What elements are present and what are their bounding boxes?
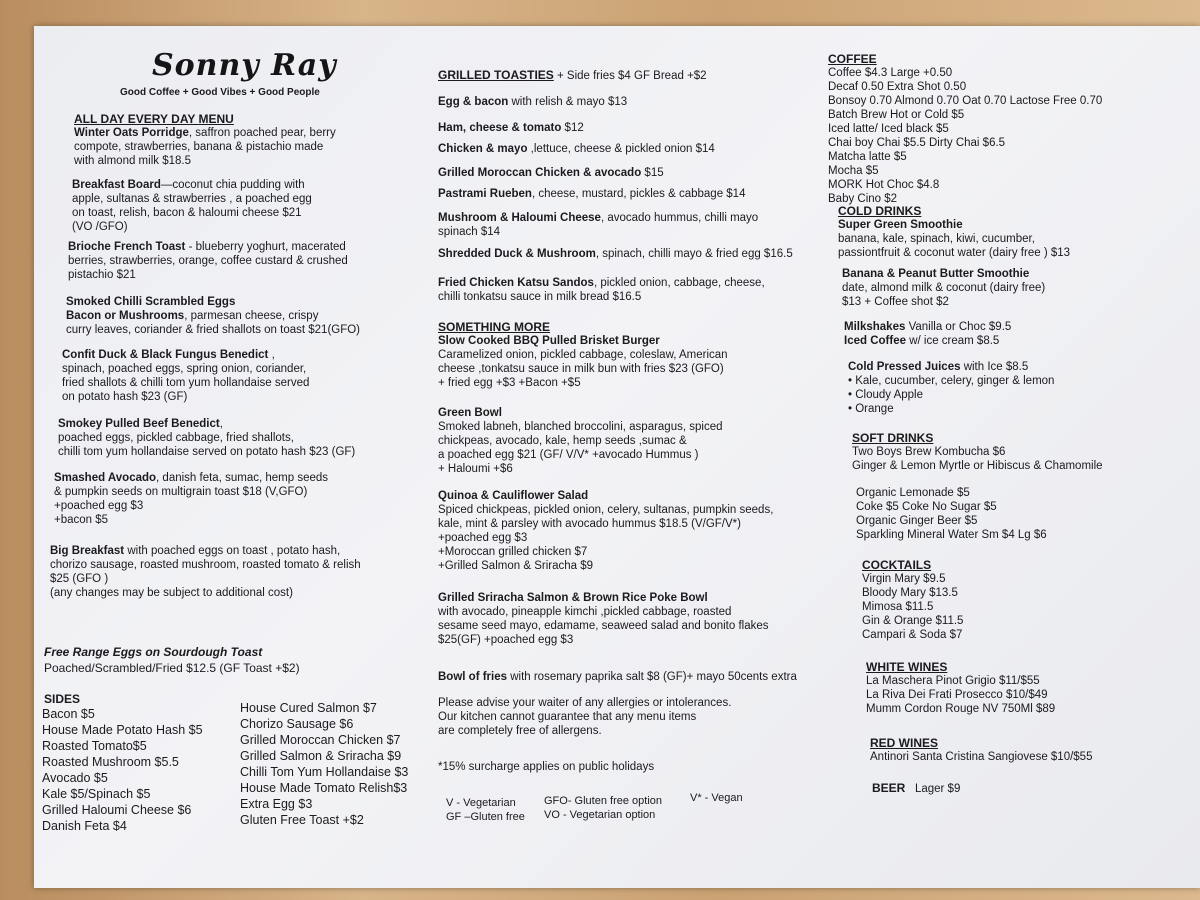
something-more-title: SOMETHING MORE: [438, 320, 551, 334]
legend-right: V* - Vegan: [690, 792, 743, 804]
main-item: Quinoa & Cauliflower Salad Spiced chickpeas, pickled onion, celery, sultanas, pumpkin seeds, kale, mint & parsley with avocado hummus $18.5 (V/GF/V*) +poached egg $3 +Moroccan grilled chicken $7 +Grilled Salmon & Sriracha $9: [438, 490, 774, 572]
menu-sheet: [34, 26, 1200, 888]
brand-logo: Sonny Ray: [152, 48, 337, 83]
toastie-item: Grilled Moroccan Chicken & avocado $15: [438, 167, 664, 179]
toastie-item: Shredded Duck & Mushroom, spinach, chilli mayo & fried egg $16.5: [438, 248, 793, 260]
beer-section: BEER Lager $9: [872, 781, 961, 795]
menu-item: Smashed Avocado, danish feta, sumac, hemp seeds & pumpkin seeds on multigrain toast $18 (V,GFO) +poached egg $3 +bacon $5: [54, 472, 329, 526]
toastie-item: Chicken & mayo ,lettuce, cheese & pickled onion $14: [438, 143, 715, 155]
toastie-item: Ham, cheese & tomato $12: [438, 122, 584, 134]
milkshake-item: Milkshakes Vanilla or Choc $9.5 Iced Coffee w/ ice cream $8.5: [844, 321, 1012, 347]
sides-title: SIDES: [44, 692, 81, 706]
menu-item: Smokey Pulled Beef Benedict, poached eggs, pickled cabbage, fried shallots, chilli tom yum hollandaise served on potato hash $23 (GF): [58, 418, 356, 458]
menu-item: Breakfast Board—coconut chia pudding with apple, sultanas & strawberries , a poached egg on toast, relish, bacon & haloumi cheese $21 (VO /GFO): [72, 179, 312, 233]
main-item: Green Bowl Smoked labneh, blanched broccolini, asparagus, spiced chickpeas, avocado, kale, hemp seeds ,sumac & a poached egg $21 (GF/ V/V* +avocado Hummus ) + Haloumi +$6: [438, 407, 723, 475]
brand-tagline: Good Coffee + Good Vibes + Good People: [120, 87, 320, 98]
menu-item: Confit Duck & Black Fungus Benedict , spinach, poached eggs, spring onion, coriander, fried shallots & chilli tom yum hollandaise served on potato hash $23 (GF): [62, 349, 310, 403]
cold-drinks-section: COLD DRINKS Super Green Smoothie banana, kale, spinach, kiwi, cucumber, passiontfruit & coconut water (dairy free ) $13: [838, 204, 1071, 259]
main-item: Grilled Sriracha Salmon & Brown Rice Poke Bowl with avocado, pineapple kimchi ,pickled cabbage, roasted sesame seed mayo, edamame, seaweed salad and bonito flakes $25(GF) +poached egg $3: [438, 592, 769, 646]
toasties-header: GRILLED TOASTIES + Side fries $4 GF Bread +$2: [438, 68, 707, 82]
sides-list-left: Bacon $5 House Made Potato Hash $5 Roasted Tomato$5 Roasted Mushroom $5.5 Avocado $5 Kale $5/Spinach $5 Grilled Haloumi Cheese $6 Danish Feta $4: [42, 707, 203, 833]
menu-item: Smoked Chilli Scrambled Eggs Bacon or Mushrooms, parmesan cheese, crispy curry leaves, coriander & fried shallots on toast $21(GFO): [66, 296, 361, 336]
juices-item: Cold Pressed Juices with Ice $8.5 • Kale, cucumber, celery, ginger & lemon • Cloudy Apple • Orange: [848, 360, 1054, 416]
toastie-item: Mushroom & Haloumi Cheese, avocado hummus, chilli mayo spinach $14: [438, 212, 759, 238]
menu-item: Winter Oats Porridge, saffron poached pear, berry compote, strawberries, banana & pistachio made with almond milk $18.5: [74, 127, 336, 167]
legend-middle: GFO- Gluten free option VO - Vegetarian option: [544, 795, 662, 821]
white-wines-section: WHITE WINES La Maschera Pinot Grigio $11/$55 La Riva Dei Frati Prosecco $10/$49 Mumm Cordon Rouge NV 750Ml $89: [866, 660, 1056, 715]
eggs-item: Free Range Eggs on Sourdough Toast Poached/Scrambled/Fried $12.5 (GF Toast +$2): [44, 645, 300, 675]
soft-drinks-section: SOFT DRINKS Two Boys Brew Kombucha $6 Ginger & Lemon Myrtle or Hibiscus & Chamomile: [852, 431, 1103, 472]
all-day-menu: [74, 112, 234, 126]
soft-drinks-list: Organic Lemonade $5 Coke $5 Coke No Sugar $5 Organic Ginger Beer $5 Sparkling Mineral Water Sm $4 Lg $6: [856, 487, 1047, 541]
cocktails-section: COCKTAILS Virgin Mary $9.5 Bloody Mary $13.5 Mimosa $11.5 Gin & Orange $11.5 Campari & Soda $7: [862, 558, 964, 641]
toastie-item: Egg & bacon with relish & mayo $13: [438, 96, 628, 108]
smoothie-item: Banana & Peanut Butter Smoothie date, almond milk & coconut (dairy free) $13 + Coffee shot $2: [842, 268, 1046, 308]
toastie-item: Fried Chicken Katsu Sandos, pickled onion, cabbage, cheese, chilli tonkatsu sauce in milk bread $16.5: [438, 277, 765, 303]
all-day-title: ALL DAY EVERY DAY MENU: [74, 112, 234, 126]
allergy-notice: Please advise your waiter of any allergies or intolerances. Our kitchen cannot guarantee that any menu items are completely free of allergens.: [438, 697, 732, 737]
fries-item: Bowl of fries with rosemary paprika salt $8 (GF)+ mayo 50cents extra: [438, 671, 797, 683]
sides-list-right: House Cured Salmon $7 Chorizo Sausage $6 Grilled Moroccan Chicken $7 Grilled Salmon & Sriracha $9 Chilli Tom Yum Hollandaise $3 House Made Tomato Relish$3 Extra Egg $3 Gluten Free Toast +$2: [240, 701, 409, 827]
main-item: Slow Cooked BBQ Pulled Brisket Burger Caramelized onion, pickled cabbage, coleslaw, American cheese ,tonkatsu sauce in milk bun with fries $23 (GFO) + fried egg +$3 +Bacon +$5: [438, 335, 728, 389]
coffee-section: COFFEE Coffee $4.3 Large +0.50 Decaf 0.50 Extra Shot 0.50 Bonsoy 0.70 Almond 0.70 Oat 0.70 Lactose Free 0.70 Batch Brew Hot or Cold $5 Iced latte/ Iced black $5 Chai boy Chai $5.5 Dirty Chai $6.5 Matcha latte $5 Mocha $5 MORK Hot Choc $4.8 Baby Cino $2: [828, 52, 1103, 205]
menu-item: Big Breakfast with poached eggs on toast , potato hash, chorizo sausage, roasted mushroom, roasted tomato & relish $25 (GFO ) (any changes may be subject to additional cost): [50, 545, 361, 599]
red-wines-section: RED WINES Antinori Santa Cristina Sangiovese $10/$55: [870, 736, 1093, 763]
toastie-item: Pastrami Rueben, cheese, mustard, pickles & cabbage $14: [438, 188, 746, 200]
legend-left: V - Vegetarian GF –Gluten free: [446, 797, 525, 823]
menu-item: Brioche French Toast - blueberry yoghurt, macerated berries, strawberries, orange, coffee custard & crushed pistachio $21: [68, 241, 348, 281]
surcharge-notice: *15% surcharge applies on public holidays: [438, 761, 655, 773]
